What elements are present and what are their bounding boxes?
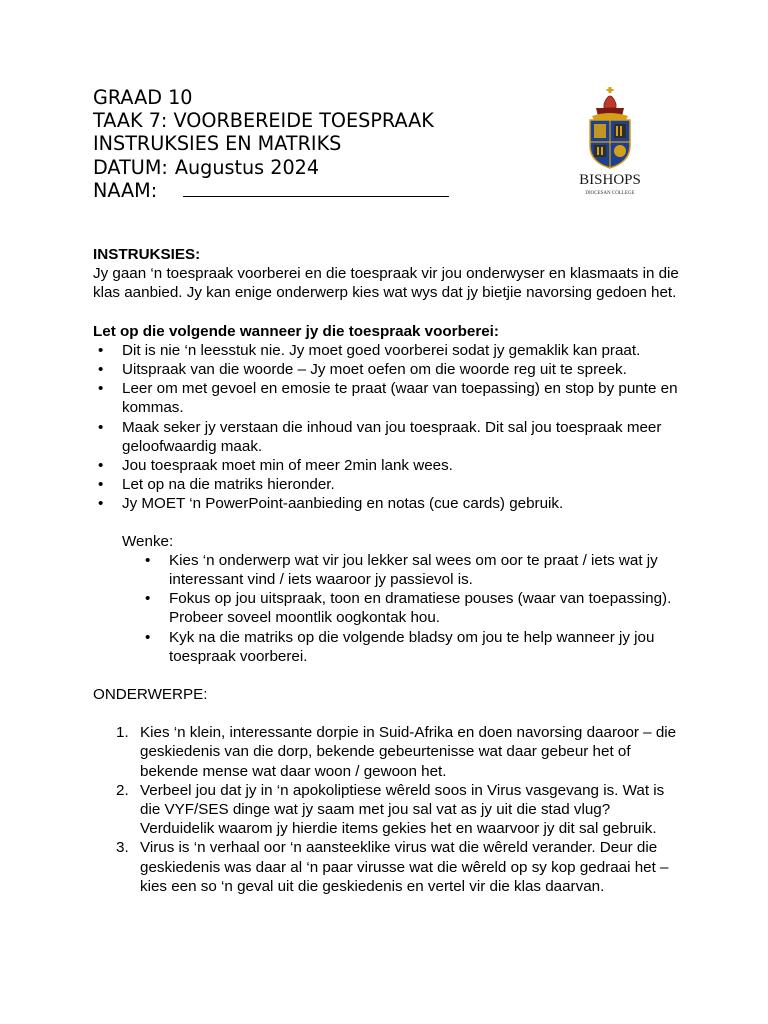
item-number: 1. (116, 724, 129, 742)
document-body (93, 245, 683, 896)
list-item: • Leer om met gevoel en emosie te praat (waar van toepassing) en stop by punte en kommas. (93, 379, 683, 417)
logo-text: BISHOPS (579, 172, 641, 188)
instructions-title: INSTRUKSIES EN MATRIKS (93, 132, 342, 156)
item-text: Kies ‘n klein, interessante dorpie in Suid-Afrika en doen navorsing daaroor – die geskiedenis van die dorp, bekende gebeurtenisse wat daar gebeur het of bekende mense wat daar woon / gewoon het. (140, 724, 677, 780)
list-item: • Maak seker jy verstaan die inhoud van jou toespraak. Dit sal jou toespraak meer geloofwaardig maak. (93, 418, 683, 456)
document-header (93, 86, 449, 202)
list-item (111, 723, 683, 781)
date-line (93, 156, 449, 179)
wenke-section (122, 532, 683, 666)
item-number: 3. (116, 839, 129, 857)
list-item: • Jou toespraak moet min of meer 2min lank wees. (93, 456, 683, 475)
date-label: DATUM: (93, 155, 168, 179)
list-item: • Kies ‘n onderwerp wat vir jou lekker sal wees om oor te praat / iets wat jy interessant vind / iets waaroor jy passievol is. (140, 551, 683, 589)
onderwerpe-list (111, 723, 683, 896)
list-item: • Let op na die matriks hieronder. (93, 475, 683, 494)
task-title: TAAK 7: VOORBEREIDE TOESPRAAK (93, 109, 434, 133)
list-item: • Dit is nie ‘n leesstuk nie. Jy moet goed voorberei sodat jy gemaklik kan praat. (93, 341, 683, 360)
wenke-list (140, 551, 683, 666)
instructions-paragraph: Jy gaan ‘n toespraak voorberei en die toespraak vir jou onderwyser en klasmaats in die klas aanbied. Jy kan enige onderwerp kies wat wys dat jy bietjie navorsing gedoen het. (93, 265, 679, 302)
list-item: • Jy MOET ‘n PowerPoint-aanbieding en notas (cue cards) gebruik. (93, 494, 683, 513)
list-item (111, 838, 683, 896)
let-op-heading: Let op die volgende wanneer jy die toespraak voorberei: (93, 322, 499, 340)
list-item: • Uitspraak van die woorde – Jy moet oefen om die woorde reg uit te spreek. (93, 360, 683, 379)
wenke-heading: Wenke: (122, 532, 174, 550)
list-item: • Fokus op jou uitspraak, toon en dramatiese pouses (waar van toepassing). Probeer soveel moontlik oogkontak hou. (140, 589, 683, 627)
date-value: Augustus 2024 (174, 155, 320, 179)
item-text: Verbeel jou dat jy in ‘n apokoliptiese wêreld soos in Virus vasgevang is. Wat is die VYF/SES dinge wat jy saam met jou sal vat as jy uit die stad vlug? Verduidelik waarom jy hierdie items gekies het en waarvoor jy dit sal gebruik. (140, 781, 665, 838)
onderwerpe-heading: ONDERWERPE: (93, 686, 208, 704)
item-text: Virus is ‘n verhaal oor ‘n aansteeklike virus wat die wêreld verander. Deur die geskiedenis was daar al ‘n paar virusse wat die wêreld op sy kop gedraai het – kies een so ‘n geval uit die geskiedenis en vertel vir die klas daarvan. (140, 839, 669, 895)
bishops-logo (566, 86, 654, 198)
instructions-heading: INSTRUKSIES: (93, 246, 201, 263)
item-number: 2. (116, 781, 129, 799)
logo-subtext: DIOCESAN COLLEGE (585, 191, 635, 196)
name-blank-line (183, 180, 449, 197)
list-item (111, 781, 683, 839)
name-line (93, 179, 449, 202)
name-label: NAAM: (93, 178, 158, 202)
grade-line: GRAAD 10 (93, 86, 193, 109)
list-item: • Kyk na die matriks op die volgende bladsy om jou te help wanneer jy jou toespraak voorberei. (140, 628, 683, 666)
let-op-list (93, 341, 683, 514)
